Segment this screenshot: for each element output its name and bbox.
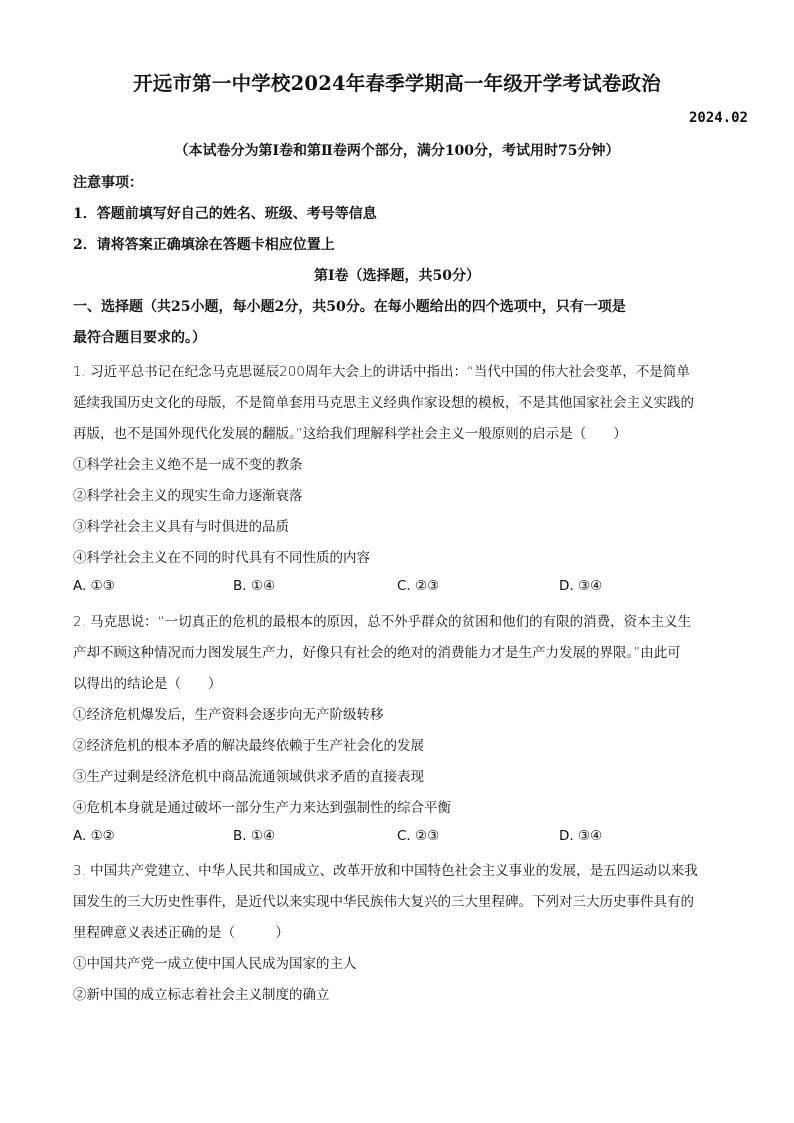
q2-item-1: ①经济危机爆发后，生产资料会逐步向无产阶级转移 <box>73 707 384 723</box>
q1-item-4: ④科学社会主义在不同的时代具有不同性质的内容 <box>73 550 370 566</box>
q1-item-1: ①科学社会主义绝不是一成不变的教条 <box>73 457 303 473</box>
q2-option-a[interactable]: A. ①② <box>73 828 115 844</box>
notes-heading: 注意事项： <box>73 175 143 191</box>
q2-options <box>73 828 733 848</box>
q1-item-2: ②科学社会主义的现实生命力逐渐衰落 <box>73 488 303 504</box>
note-item-2: 2．请将答案正确填涂在答题卡相应位置上 <box>73 237 335 253</box>
q2-stem-line-3: 以得出的结论是（ ） <box>73 676 222 692</box>
q2-stem-line-1: 2. 马克思说：“一切真正的危机的最根本的原因，总不外乎群众的贫困和他们的有限的消费，资本主义生 <box>73 614 692 630</box>
q1-item-3: ③科学社会主义具有与时俱进的品质 <box>73 519 289 535</box>
q2-option-d[interactable]: D. ③④ <box>559 828 603 844</box>
section-instruction-line-2: 最符合题目要求的。） <box>73 330 206 346</box>
q2-option-c[interactable]: C. ②③ <box>397 828 440 844</box>
q3-stem-line-1: 3. 中国共产党建立、中华人民共和国成立、改革开放和中国特色社会主义事业的发展，是五四运动以来我 <box>73 863 698 879</box>
exam-title: 开远市第一中学校2024年春季学期高一年级开学考试卷政治 <box>133 72 661 95</box>
q2-item-3: ③生产过剩是经济危机中商品流通领域供求矛盾的直接表现 <box>73 769 424 785</box>
exam-subtitle: （本试卷分为第Ⅰ卷和第Ⅱ卷两个部分，满分100分，考试用时75分钟） <box>174 143 620 159</box>
q2-item-4: ④危机本身就是通过破坏一部分生产力来达到强制性的综合平衡 <box>73 800 451 816</box>
q1-stem-line-3: 再版，也不是国外现代化发展的翻版。”这给我们理解科学社会主义一般原则的启示是（ ） <box>73 426 627 442</box>
section-instruction-line-1: 一、选择题（共25小题，每小题2分，共50分。在每小题给出的四个选项中，只有一项是 <box>73 299 626 315</box>
q2-item-2: ②经济危机的根本矛盾的解决最终依赖于生产社会化的发展 <box>73 738 424 754</box>
section-title: 第Ⅰ卷（选择题，共50分） <box>313 268 481 284</box>
q3-stem-line-3: 里程碑意义表述正确的是（ ） <box>73 925 289 941</box>
note-item-1: 1．答题前填写好自己的姓名、班级、考号等信息 <box>73 206 377 222</box>
q3-item-2: ②新中国的成立标志着社会主义制度的确立 <box>73 987 330 1003</box>
q1-stem-line-1: 1. 习近平总书记在纪念马克思诞辰200周年大会上的讲话中指出：“当代中国的伟大社会变革，不是简单 <box>73 364 690 380</box>
q1-option-a[interactable]: A. ①③ <box>73 578 115 594</box>
q3-item-1: ①中国共产党一成立使中国人民成为国家的主人 <box>73 956 357 972</box>
q1-option-b[interactable]: B. ①④ <box>233 578 276 594</box>
q1-option-d[interactable]: D. ③④ <box>559 578 603 594</box>
q2-option-b[interactable]: B. ①④ <box>233 828 276 844</box>
q1-options <box>73 578 733 598</box>
q3-stem-line-2: 国发生的三大历史性事件，是近代以来实现中华民族伟大复兴的三大里程碑。下列对三大历史事件具有的 <box>73 894 694 910</box>
q1-option-c[interactable]: C. ②③ <box>397 578 440 594</box>
q1-stem-line-2: 延续我国历史文化的母版，不是简单套用马克思主义经典作家设想的模板，不是其他国家社会主义实践的 <box>73 395 694 411</box>
exam-date: 2024.02 <box>688 110 748 126</box>
q2-stem-line-2: 产却不顾这种情况而力图发展生产力，好像只有社会的绝对的消费能力才是生产力发展的界限。”由此可 <box>73 645 681 661</box>
